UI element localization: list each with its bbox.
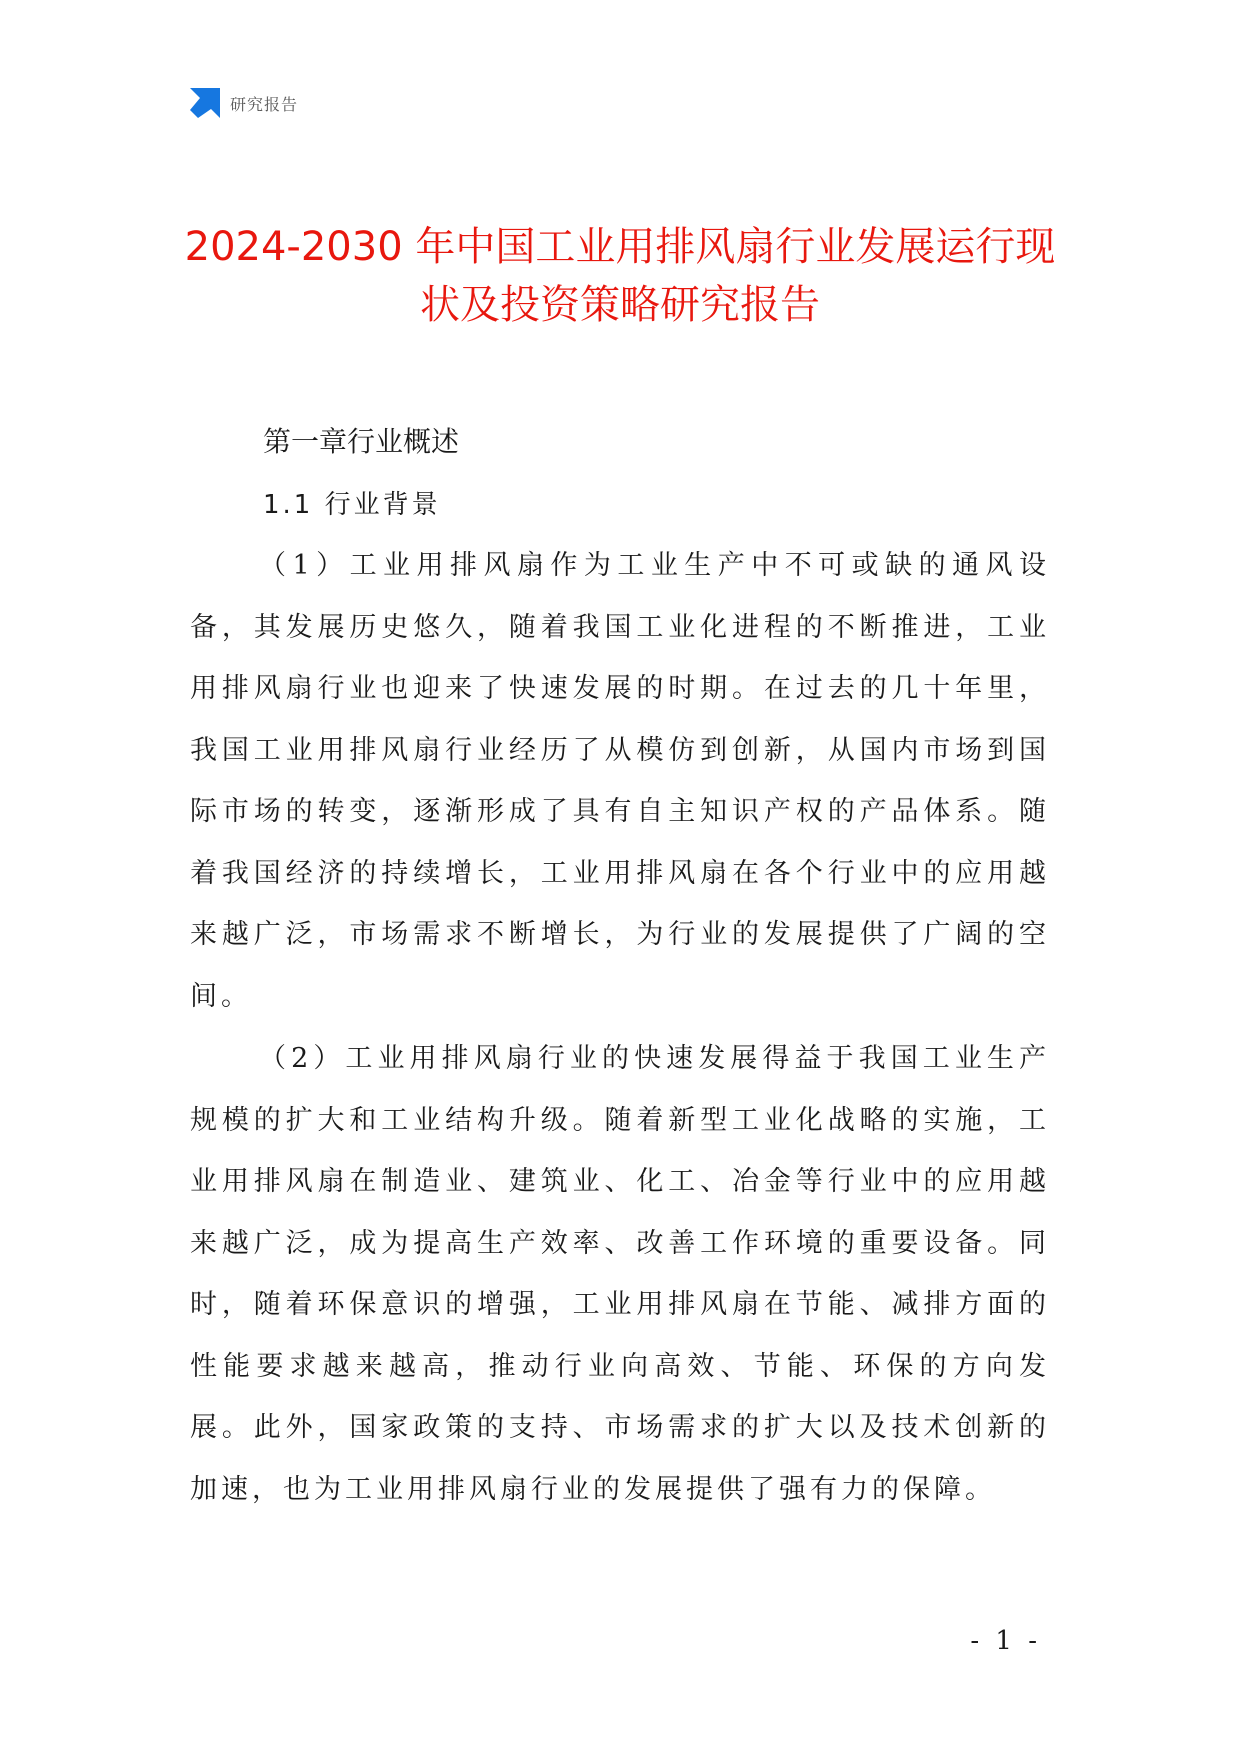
report-title: 2024-2030 年中国工业用排风扇行业发展运行现状及投资策略研究报告 bbox=[184, 224, 1056, 328]
body-paragraph-2: （2）工业用排风扇行业的快速发展得益于我国工业生产规模的扩大和工业结构升级。随着新型工业化战略的实施，工业用排风扇在制造业、建筑业、化工、冶金等行业中的应用越来越广泛，成为提高生产效率、改善工作环境的重要设备。同时，随着环保意识的增强，工业用排风扇在节能、减排方面的性能要求越来越高，推动行业向高效、节能、环保的方向发展。此外，国家政策的支持、市场需求的扩大以及技术创新的加速，也为工业用排风扇行业的发展提供了强有力的保障。 bbox=[190, 1043, 1050, 1505]
body-paragraph-1: （1）工业用排风扇作为工业生产中不可或缺的通风设备，其发展历史悠久，随着我国工业化进程的不断推进，工业用排风扇行业也迎来了快速发展的时期。在过去的几十年里，我国工业用排风扇行业经历了从模仿到创新，从国内市场到国际市场的转变，逐渐形成了具有自主知识产权的产品体系。随着我国经济的持续增长，工业用排风扇在各个行业中的应用越来越广泛，市场需求不断增长，为行业的发展提供了广阔的空间。 bbox=[190, 550, 1050, 1012]
header-label: 研究报告 bbox=[230, 94, 299, 114]
document-header bbox=[190, 88, 298, 118]
chapter-heading: 第一章行业概述 bbox=[263, 425, 460, 458]
arrow-up-right-logo-icon bbox=[190, 88, 220, 118]
page-number: - 1 - bbox=[970, 1626, 1041, 1656]
section-heading: 1.1 行业背景 bbox=[263, 490, 441, 520]
